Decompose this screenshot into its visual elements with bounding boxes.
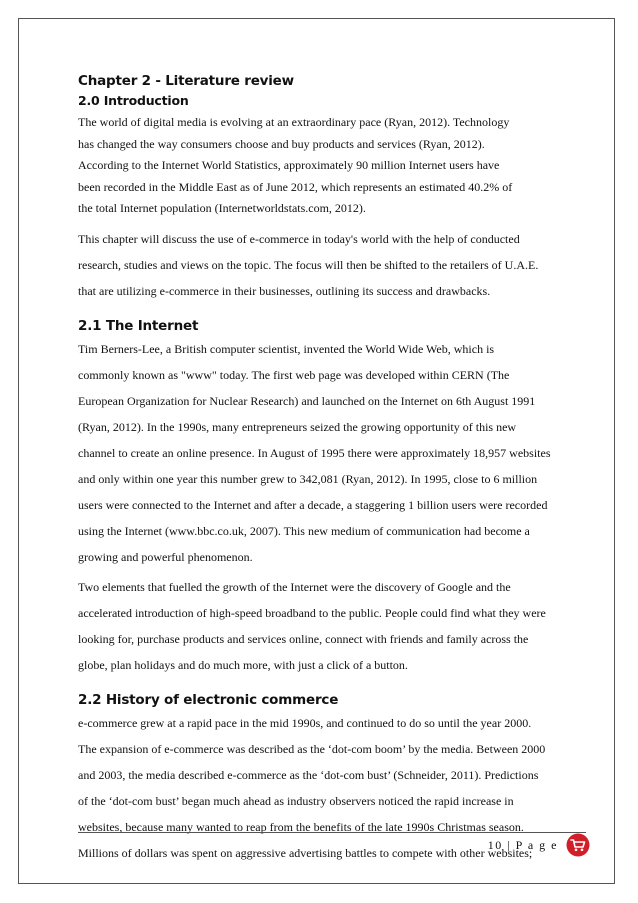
- text-line: using the Internet (www.bbc.co.uk, 2007). This new medium of communication had become a: [78, 523, 530, 538]
- text-line: growing and powerful phenomenon.: [78, 549, 253, 564]
- text-line: research, studies and views on the topic. The focus will then be shifted to the retailers of U.A.E.: [78, 257, 539, 272]
- text-line: European Organization for Nuclear Research) and launched on the Internet on 6th August 1991: [78, 393, 536, 408]
- section-heading-history: 2.2 History of electronic commerce: [78, 691, 339, 708]
- text-line: that are utilizing e-commerce in their businesses, outlining its success and drawbacks.: [78, 283, 491, 298]
- section-heading-introduction: 2.0 Introduction: [78, 93, 189, 108]
- page-number: 10 | P a g e: [487, 838, 558, 852]
- text-line: users were connected to the Internet and after a decade, a staggering 1 billion users were recorded: [78, 497, 548, 512]
- text-line: commonly known as "www" today. The first web page was developed within CERN (The: [78, 367, 510, 382]
- intro-paragraph-1: [78, 112, 598, 220]
- text-line: globe, plan holidays and do much more, with just a click of a button.: [78, 657, 408, 672]
- text-line: (Ryan, 2012). In the 1990s, many entrepreneurs seized the growing opportunity of this new: [78, 419, 517, 434]
- text-line: channel to create an online presence. In August of 1995 there were approximately 18,957 websites: [78, 445, 551, 460]
- text-line: accelerated introduction of high-speed broadband to the public. People could find what they were: [78, 605, 546, 620]
- text-line: websites, because many wanted to reap from the benefits of the late 1990s Christmas season.: [78, 819, 524, 834]
- internet-paragraph-2: [78, 574, 598, 678]
- text-line: e-commerce grew at a rapid pace in the mid 1990s, and continued to do so until the year 2000.: [78, 715, 532, 730]
- text-line: This chapter will discuss the use of e-commerce in today's world with the help of conducted: [78, 231, 520, 246]
- text-line: of the ‘dot-com bust’ began much ahead as industry observers noticed the rapid increase in: [78, 793, 514, 808]
- intro-paragraph-2: [78, 226, 598, 304]
- shopping-cart-icon: [566, 833, 590, 857]
- document-body: [78, 72, 598, 866]
- text-line: and 2003, the media described e-commerce as the ‘dot-com bust’ (Schneider, 2011). Predictions: [78, 767, 539, 782]
- text-line: been recorded in the Middle East as of June 2012, which represents an estimated 40.2% of: [78, 179, 513, 194]
- text-line: Millions of dollars was spent on aggressive advertising battles to compete with other websites;: [78, 845, 533, 860]
- text-line: the total Internet population (Internetworldstats.com, 2012).: [78, 201, 366, 216]
- text-line: looking for, purchase products and services online, connect with friends and family across the: [78, 631, 529, 646]
- text-line: Tim Berners-Lee, a British computer scientist, invented the World Wide Web, which is: [78, 341, 495, 356]
- text-line: According to the Internet World Statistics, approximately 90 million Internet users have: [78, 158, 500, 173]
- section-heading-internet: 2.1 The Internet: [78, 317, 199, 334]
- internet-paragraph-1: [78, 336, 598, 570]
- footer-divider: [78, 832, 586, 833]
- text-line: has changed the way consumers choose and buy products and services (Ryan, 2012).: [78, 136, 485, 151]
- text-line: The expansion of e-commerce was described as the ‘dot-com boom’ by the media. Between 2000: [78, 741, 546, 756]
- text-line: and only within one year this number grew to 342,081 (Ryan, 2012). In 1995, close to 6 million: [78, 471, 538, 486]
- text-line: Two elements that fuelled the growth of the Internet were the discovery of Google and the: [78, 579, 511, 594]
- text-line: The world of digital media is evolving at an extraordinary pace (Ryan, 2012). Technology: [78, 115, 510, 129]
- chapter-title: Chapter 2 - Literature review: [78, 73, 294, 89]
